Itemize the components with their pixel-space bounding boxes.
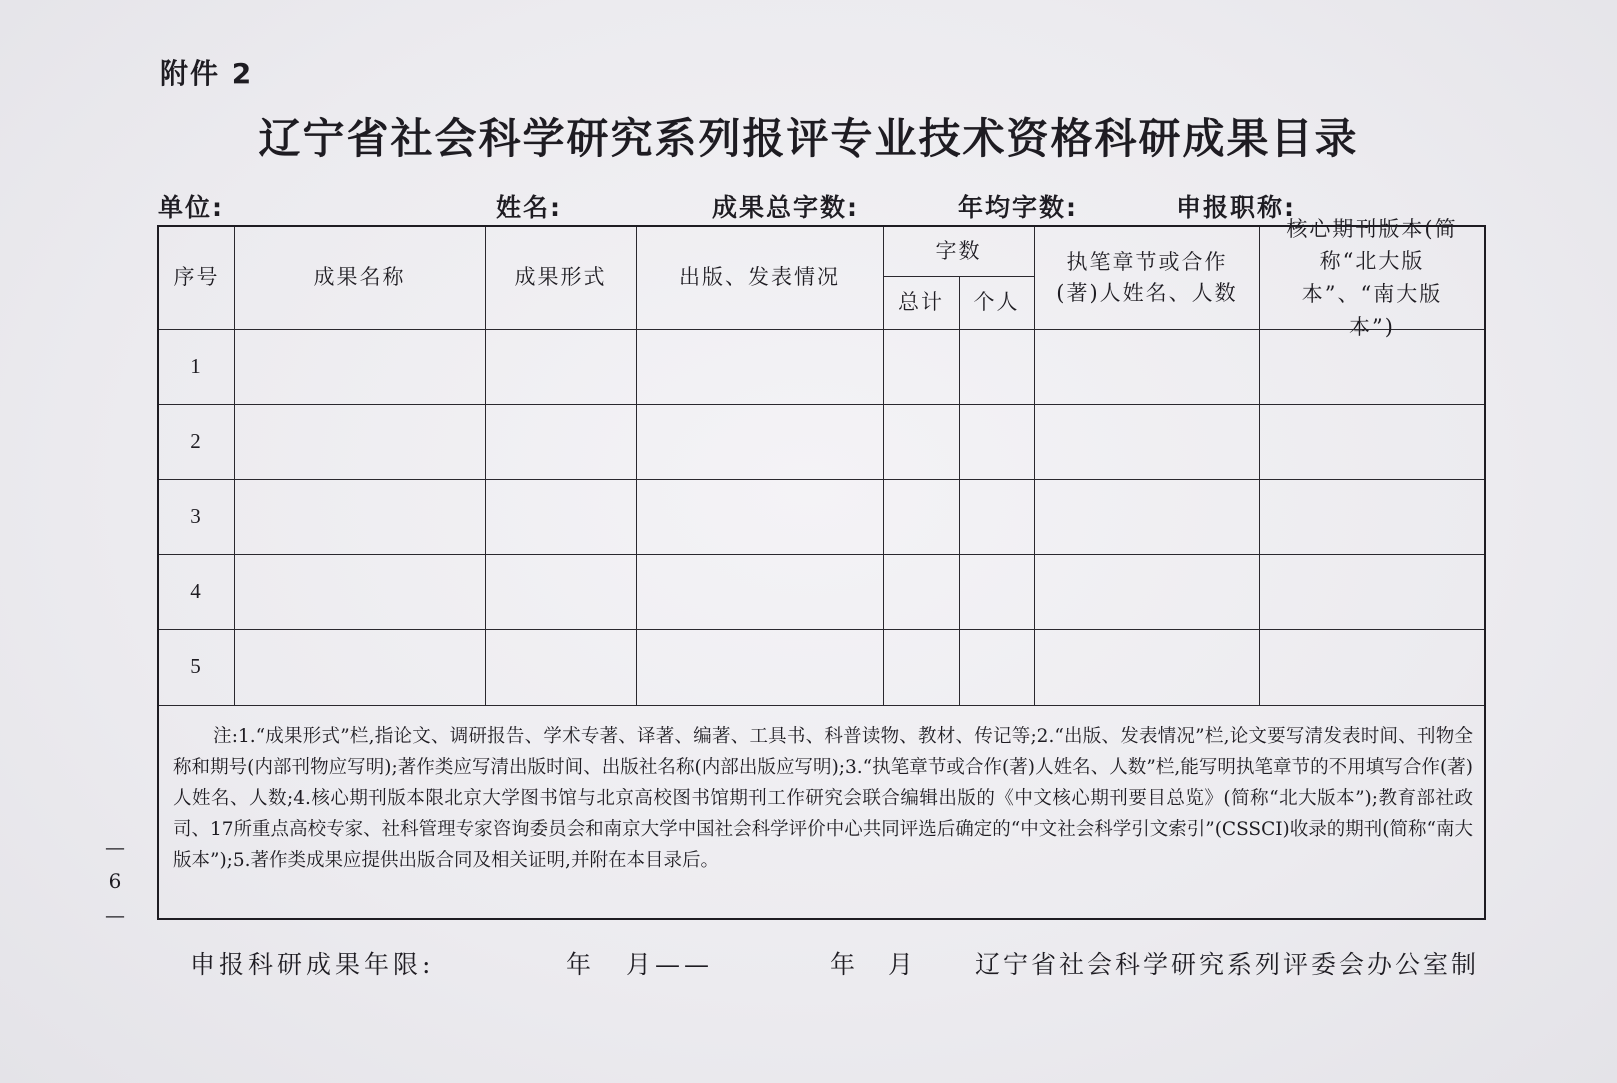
field-total-words: 成果总字数:	[712, 193, 859, 222]
field-title-applied: 申报职称:	[1176, 193, 1296, 222]
footer-year-2: 年	[830, 950, 860, 979]
row-number-1: 1	[190, 353, 203, 378]
page-number: — 6 —	[105, 835, 125, 927]
header-name: 成果名称	[313, 265, 406, 290]
document-title: 辽宁省社会科学研究系列报评专业技术资格科研成果目录	[258, 114, 1359, 163]
field-name: 姓名:	[496, 193, 562, 222]
footer-period-label: 申报科研成果年限:	[190, 950, 435, 979]
row-number-2: 2	[190, 428, 203, 453]
row-number-3: 3	[190, 503, 203, 528]
header-seq: 序号	[173, 265, 220, 290]
header-author: 执笔章节或合作(著)人姓名、人数	[1056, 249, 1238, 305]
row-line-4	[159, 629, 1484, 630]
field-unit: 单位:	[158, 193, 224, 222]
row-line-3	[159, 554, 1484, 555]
header-total: 总计	[898, 289, 944, 314]
row-line-5	[159, 705, 1484, 706]
col-line-6	[1034, 227, 1035, 705]
header-journal: 核心期刊版本(简称“北大版本”、“南大版本”)	[1286, 216, 1458, 339]
row-number-5: 5	[190, 654, 203, 679]
footer-month-2: 月	[888, 950, 918, 979]
footer-issuer: 辽宁省社会科学研究系列评委会办公室制	[975, 950, 1480, 979]
header-word-count: 字数	[935, 238, 982, 263]
row-line-2	[159, 479, 1484, 480]
header-publication: 出版、发表情况	[679, 265, 840, 290]
footer-month-1: 月——	[626, 950, 714, 979]
header-form: 成果形式	[514, 265, 607, 290]
header-personal: 个人	[973, 289, 1020, 314]
col-line-7	[1259, 227, 1260, 705]
field-annual-words: 年均字数:	[958, 193, 1078, 222]
row-line-1	[159, 404, 1484, 405]
row-number-4: 4	[190, 578, 203, 603]
attachment-label: 附件 2	[160, 57, 254, 90]
table-note: 注:1.“成果形式”栏,指论文、调研报告、学术专著、译著、编著、工具书、科普读物、教材、传记等;2.“出版、发表情况”栏,论文要写清发表时间、刊物全称和期号(内部刊物应写明);著作类应写清出版时间、出版社名称(内部出版应写明);3.“执笔章节或合作(著)人姓名、人数”栏,能写明执笔章节的不用填写合作(著)人姓名、人数;4.核心期刊版本限北京大学图书馆与北京高校图书馆期刊工作研究会联合编辑出版的《中文核心期刊要目总览》(简称“北大版本”);教育部社政司、17所重点高校专家、社科管理专家咨询委员会和南京大学中国社会科学评价中心共同评选后确定的“中文社会科学引文索引”(CSSCI)收录的期刊(简称“南大版本”);5.著作类成果应提供出版合同及相关证明,并附在本目录后。	[173, 726, 1473, 871]
achievement-table	[157, 216, 1486, 920]
footer-year-1: 年	[566, 950, 596, 979]
col-line-5	[959, 276, 960, 705]
